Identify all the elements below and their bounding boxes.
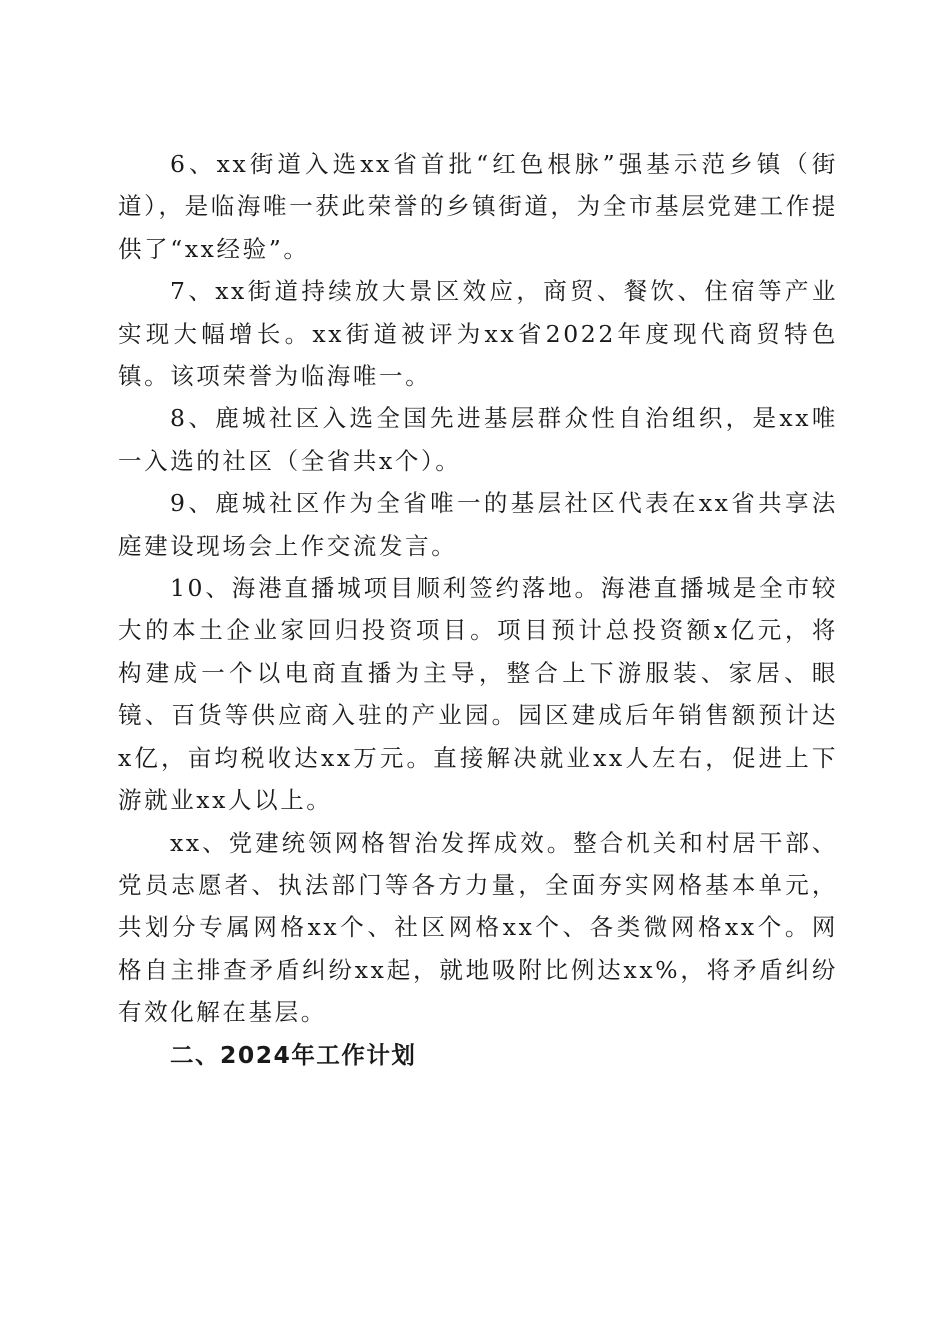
document-body bbox=[118, 143, 838, 1076]
paragraph-xx: xx、党建统领网格智治发挥成效。整合机关和村居干部、党员志愿者、执法部门等各方力量，全面夯实网格基本单元，共划分专属网格xx个、社区网格xx个、各类微网格xx个。网格自主排查矛盾纠纷xx起，就地吸附比例达xx%，将矛盾纠纷有效化解在基层。 bbox=[118, 828, 838, 1027]
paragraph-8: 8、鹿城社区入选全国先进基层群众性自治组织，是xx唯一入选的社区（全省共x个）。 bbox=[118, 404, 838, 475]
section-heading: 二、2024年工作计划 bbox=[170, 1040, 417, 1069]
paragraph-7: 7、xx街道持续放大景区效应，商贸、餐饮、住宿等产业实现大幅增长。xx街道被评为xx省2022年度现代商贸特色镇。该项荣誉为临海唯一。 bbox=[118, 277, 838, 391]
paragraph-9: 9、鹿城社区作为全省唯一的基层社区代表在xx省共享法庭建设现场会上作交流发言。 bbox=[118, 489, 838, 560]
paragraph-6: 6、xx街道入选xx省首批“红色根脉”强基示范乡镇（街道），是临海唯一获此荣誉的乡镇街道，为全市基层党建工作提供了“xx经验”。 bbox=[118, 150, 838, 263]
paragraph-10: 10、海港直播城项目顺利签约落地。海港直播城是全市较大的本土企业家回归投资项目。项目预计总投资额x亿元，将构建成一个以电商直播为主导，整合上下游服装、家居、眼镜、百货等供应商入驻的产业园。园区建成后年销售额预计达x亿，亩均税收达xx万元。直接解决就业xx人左右，促进上下游就业xx人以上。 bbox=[118, 574, 838, 815]
